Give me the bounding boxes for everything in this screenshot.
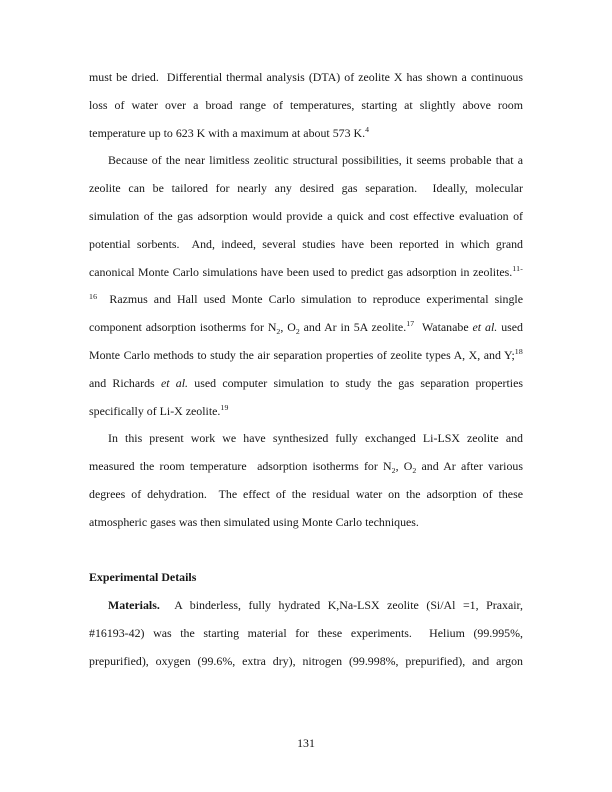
text-segment: zeolite can be tailored for nearly any desired gas separation. Ideally, molecular	[89, 181, 523, 196]
text-segment: measured the room temperature adsorption isotherms for N	[89, 459, 392, 474]
blank-line	[89, 537, 523, 565]
text-line	[89, 203, 523, 231]
page-number: 131	[297, 736, 315, 750]
text-line	[89, 370, 523, 398]
text-segment: specifically of Li-X zeolite.	[89, 403, 221, 418]
text-segment: used	[497, 320, 523, 335]
text-line	[89, 314, 523, 342]
text-segment: canonical Monte Carlo simulations have been used to predict gas adsorption in zeolites.	[89, 264, 513, 279]
text-segment: loss of water over a broad range of temperatures, starting at slightly above room	[89, 97, 523, 112]
text-line	[89, 147, 523, 175]
text-line	[89, 592, 523, 620]
citation-superscript: 4	[365, 124, 370, 134]
text-segment: Razmus and Hall used Monte Carlo simulation to reproduce experimental single	[97, 292, 523, 307]
text-segment: et al.	[472, 320, 498, 335]
page-text	[89, 64, 523, 676]
text-line	[89, 286, 523, 314]
text-line	[89, 92, 523, 120]
citation-superscript: 19	[220, 402, 229, 412]
text-segment: Experimental Details	[89, 570, 197, 585]
text-segment: degrees of dehydration. The effect of the residual water on the adsorption of these	[89, 486, 523, 501]
text-segment: 2	[391, 465, 396, 475]
text-segment: must be dried. Differential thermal analysis (DTA) of zeolite X has shown a continuous	[89, 70, 523, 84]
text-segment: potential sorbents. And, indeed, several studies have been reported in which grand	[89, 236, 523, 251]
text-line	[89, 648, 523, 676]
text-segment: prepurified), oxygen (99.6%, extra dry), nitrogen (99.998%, prepurified), and argon	[89, 653, 523, 668]
text-line	[89, 453, 523, 481]
text-segment: 2	[295, 326, 300, 336]
text-line	[89, 398, 523, 426]
text-segment: Monte Carlo methods to study the air separation properties of zeolite types A, X, and Y;	[89, 347, 515, 362]
text-segment: et al.	[160, 375, 189, 390]
text-segment: used computer simulation to study the gas separation properties	[188, 375, 523, 390]
text-segment: A binderless, fully hydrated K,Na-LSX zeolite (Si/Al =1, Praxair,	[159, 598, 523, 613]
citation-superscript: 18	[514, 347, 523, 357]
text-segment: Materials.	[108, 598, 160, 613]
text-segment: 2	[412, 465, 417, 475]
text-line	[89, 259, 523, 287]
text-segment: temperature up to 623 K with a maximum at about 573 K.	[89, 125, 366, 140]
citation-superscript: 17	[406, 319, 415, 329]
text-segment: , O	[280, 320, 296, 335]
text-line	[89, 231, 523, 259]
text-segment: and Ar in 5A zeolite.	[299, 320, 407, 335]
text-line	[89, 120, 523, 148]
text-segment: Because of the near limitless zeolitic structural possibilities, it seems probable that a	[108, 153, 523, 168]
text-line	[89, 481, 523, 509]
text-segment: atmospheric gases was then simulated using Monte Carlo techniques.	[89, 514, 419, 529]
text-segment: component adsorption isotherms for N	[89, 320, 277, 335]
text-line	[89, 620, 523, 648]
text-line	[89, 425, 523, 453]
text-line	[89, 175, 523, 203]
citation-superscript: 16	[89, 291, 98, 301]
citation-superscript: 11-	[512, 263, 523, 273]
text-segment: simulation of the gas adsorption would provide a quick and cost effective evaluation of	[89, 208, 523, 223]
text-line	[89, 64, 523, 92]
text-segment: Watanabe	[414, 320, 473, 335]
text-segment: #16193-42) was the starting material for these experiments. Helium (99.995%,	[89, 625, 523, 640]
text-segment: , O	[395, 459, 413, 474]
text-line	[89, 509, 523, 537]
section-heading	[89, 564, 523, 592]
text-segment: 2	[276, 326, 281, 336]
text-segment: and Richards	[89, 375, 161, 390]
text-segment: In this present work we have synthesized fully exchanged Li-LSX zeolite and	[108, 431, 523, 446]
text-line	[89, 342, 523, 370]
text-segment: and Ar after various	[416, 459, 524, 474]
